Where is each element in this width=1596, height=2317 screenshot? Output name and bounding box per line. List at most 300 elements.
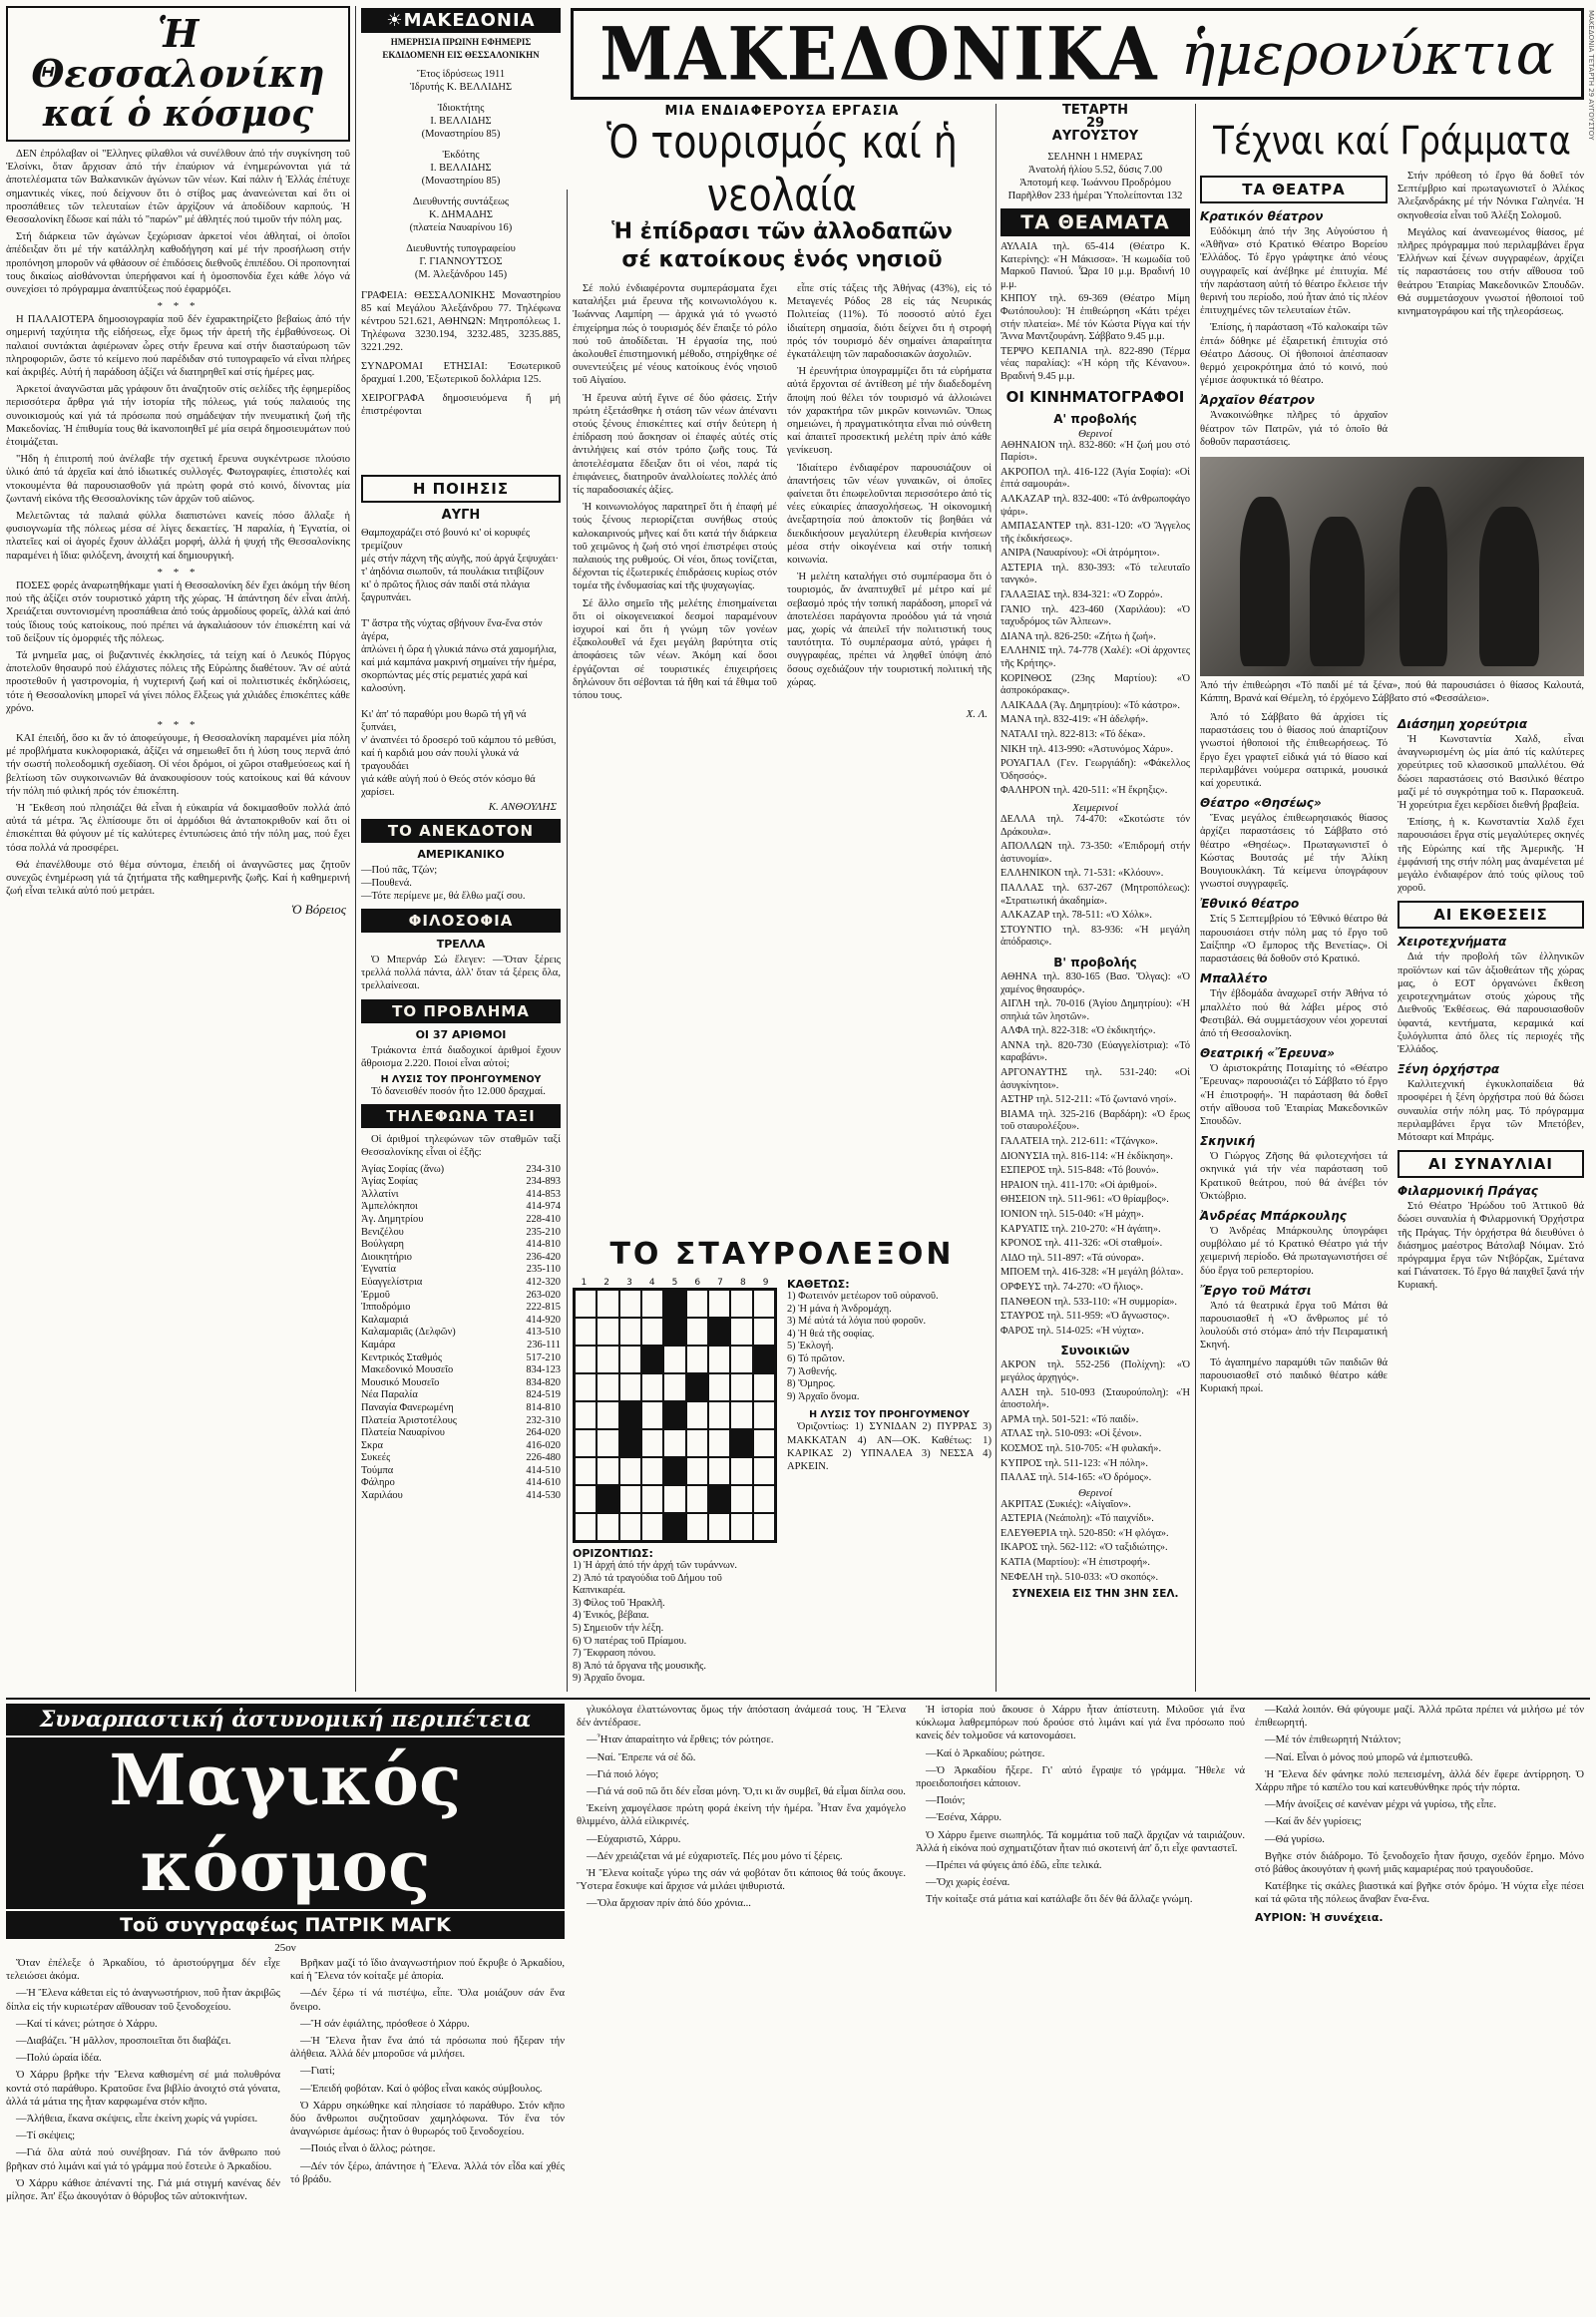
- cinema-listing: ΓΑΛΑΤΕΙΑ τηλ. 212-611: «Τζάνγκο».: [1000, 1136, 1158, 1148]
- cinema-listing: ΠΑΛΛΑΣ τηλ. 637-267 (Μητροπόλεως): «Στρατιωτική ἀκαδημία».: [1000, 882, 1190, 907]
- separator-stars: * * *: [157, 300, 200, 313]
- taxi-station: Κεντρικός Σταθμός: [361, 1352, 442, 1363]
- cinema-listing: ΦΑΛΗΡΟΝ τηλ. 420-511: «Ἡ ἔκρηξις».: [1000, 785, 1168, 797]
- article-kicker: ΜΙΑ ΕΝΔΙΑΦΕΡΟΥΣΑ ΕΡΓΑΣΙΑ: [664, 104, 900, 119]
- taxi-phone: 222-815: [526, 1302, 561, 1314]
- crossword-cell: [753, 1457, 775, 1485]
- novel-episode: 25ον: [274, 1942, 296, 1954]
- crossword-cell: [597, 1429, 618, 1457]
- crossword-cell: [597, 1373, 618, 1401]
- crossword-number: 6: [694, 1278, 701, 1288]
- novel-paragraph: —Εὐχαριστῶ, Χάρρυ.: [587, 1833, 681, 1845]
- poem-line: τ' ἀηδόνια σιωποῦν, τά πουλάκια τιτιβίζουν: [361, 567, 545, 578]
- cinema-listing: ΑΛΦΑ τηλ. 822-318: «Ὁ ἐκδικητής».: [1000, 1025, 1156, 1037]
- cinema-listing: ΙΟΝΙΟΝ τηλ. 515-040: «Ἡ μάχη».: [1000, 1209, 1144, 1220]
- theater-listing: ΤΕΡΨΟ ΚΕΠΑΝΙΑ τηλ. 822-890 (Τέρμα νέας παραλίας): «Ἡ κόρη τῆς Κένανου». Βραδινή 9.45 μ.μ.: [1000, 345, 1190, 382]
- novel-paragraph: —Ναί. Εἶναι ὁ μόνος πού μπορῶ νά ἐμπιστευθῶ.: [1265, 1751, 1473, 1763]
- taxi-row: [361, 1389, 561, 1402]
- crossword-cell: [708, 1485, 730, 1513]
- taxi-station: Βενιζέλου: [361, 1226, 404, 1238]
- taxi-row: [361, 1315, 561, 1328]
- almanac-box: ΤΕΤΑΡΤΗ 29 ΑΥΓΟΥΣΤΟΥ ΣΕΛΗΝΗ 1 ΗΜΕΡΑΣ Ἀνατολή ἡλίου 5.52, δύσις 7.00 Ἀποτομή κεφ. Ἰωάννου Προδρόμου Παρῆλθον 233 ἡμέραι Ὑπολείπονται 132: [1007, 103, 1183, 201]
- novel-paragraph: —Ἦταν ἀπαραίτητο νά ἔρθεις; τόν ρώτησε.: [587, 1735, 774, 1746]
- cinema-listing: ΑΝΙΡΑ (Ναυαρίνου): «Οἱ ἀτρόμητοι».: [1000, 548, 1160, 560]
- shows-column: ΤΕΤΑΡΤΗ 29 ΑΥΓΟΥΣΤΟΥ ΣΕΛΗΝΗ 1 ΗΜΕΡΑΣ Ἀνατολή ἡλίου 5.52, δύσις 7.00 Ἀποτομή κεφ. Ἰωάννου Προδρόμου Παρῆλθον 233 ἡμέραι Ὑπολείπονται 132 ΤΑ ΘΕΑΜΑΤΑ ΑΥΛΑΙΑ τηλ. 65-414 (Θέατρο Κ. Κατερίνης): «Ἡ Μάκισσα». Ἡ κωμωδία τοῦ Μαρκοῦ Πανιού. Ὧρα 10 μ.μ. Βραδινή 10 μ.μ. ΚΗΠΟΥ τηλ. 69-369 (Θέατρο Μίμη Φωτόπουλου): Ἡ ἐπιθεώρηση «Κάτι τρέχει στήν πλατεία». Μέ τόν Κώστα Ρίγγα καί τήν Ἄννα Μαντζουράνη. Σάββατο 9.45 μ.μ. ΤΕΡΨΟ ΚΕΠΑΝΙΑ τηλ. 822-890 (Τέρμα νέας παραλίας): «Ἡ κόρη τῆς Κένανου». Βραδινή 9.45 μ.μ. ΟΙ ΚΙΝΗΜΑΤΟΓΡΑΦΟΙ Α' προβολής Θερινοί ΑΘΗΝΑΙΟΝ τηλ. 832-860: «Ἡ ζωή μου στό Παρίσι». ΑΚΡΟΠΟΛ τηλ. 416-122 (Ἀγία Σοφία): «Οἱ ἐπτά σαμουράι». ΑΛΚΑΖΑΡ τηλ. 832-400: «Τό ἀνθρωποφάγο ψάρι». ΑΜΠΑΣΑΝΤΕΡ τηλ. 831-120: «Ὁ Ἄγγελος τῆς ἐκδικήσεως». ΑΝΙΡΑ (Ναυαρίνου): «Οἱ ἀτρόμητοι». ΑΣΤΕΡΙΑ τηλ. 830-393: «Τό τελευταῖο τανγκό». ΓΑΛΑΞΙΑΣ τηλ. 834-321: «Ὁ Ζορρό». ΓΑΝΙΟ τηλ. 423-460 (Χαριλάου): «Ὁ ταχυδρόμος τῶν Ἀλπεων». ΔΙΑΝΑ τηλ. 826-250: «Ζήτω ἡ ζωή». ΕΛΛΗΝΙΣ τηλ. 74-778 (Χαλέ): «Οἱ ἀρχοντες τῆς Κρήτης». ΚΟΡΙΝΘΟΣ (23ης Μαρτίου): «Ὁ ἀσπροκόρακας». ΛΑΙΚΑΔΑ (Ἁγ. Δημητρίου): «Τό κάστρο». ΜΑΝΑ τηλ. 832-419: «Ἡ ἀδελφή». ΝΑΤΑΛΙ τηλ. 822-813: «Τό δέκα». ΝΙΚΗ τηλ. 413-990: «Ἀστυνόμος Χάρυ». ΡΟΥΑΓΙΑΛ (Γεν. Γεωργιάδη): «Φάκελλος Ὀδησσός». ΦΑΛΗΡΟΝ τηλ. 420-511: «Ἡ ἔκρηξις». Χειμερινοί ΔΕΛΛΑ τηλ. 74-470: «Σκοτώστε τόν Δράκουλα». ΑΠΟΛΛΩΝ τηλ. 73-350: «Ἐπιδρομή στήν ἀστυνομία». ΕΛΛΗΝΙΚΟΝ τηλ. 71-531: «Κλόουν». ΠΑΛΛΑΣ τηλ. 637-267 (Μητροπόλεως): «Στρατιωτική ἀκαδημία». ΑΛΚΑΖΑΡ τηλ. 78-511: «Ὁ Χόλκ». ΣΤΟΥΝΤΙΟ τηλ. 83-936: «Ἡ μεγάλη ἀπόδρασις». Β' προβολής ΑΘΗΝΑ τηλ. 830-165 (Βασ. Ὄλγας): «Ὁ χαμένος θησαυρός». ΑΙΓΛΗ τηλ. 70-016 (Ἁγίου Δημητρίου): «Ἡ σπηλιά τῶν ληστῶν». ΑΛΦΑ τηλ. 822-318: «Ὁ ἐκδικητής». ΑΝΝΑ τηλ. 820-730 (Εὐαγγελίστρια): «Τό καραβάνι». ΑΡΓΟΝΑΥΤΗΣ τηλ. 531-240: «Οἱ ἀσυγκίνητοι». ΑΣΤΗΡ τηλ. 512-211: «Τό ζωντανό νησί». ΒΙΑΜΑ τηλ. 325-216 (Βαρδάρη): «Ὁ ἔρως τοῦ σταυρολέξου». ΓΑΛΑΤΕΙΑ τηλ. 212-611: «Τζάνγκο». ΔΙΟΝΥΣΙΑ τηλ. 816-114: «Ἡ ἐκδίκηση». ΕΣΠΕΡΟΣ τηλ. 515-848: «Τό βουνό». ΗΡΑΙΟΝ τηλ. 411-170: «Οἱ ἀριθμοί». ΘΗΣΕΙΟΝ τηλ. 511-961: «Ὁ θρίαμβος». ΙΟΝΙΟΝ τηλ. 515-040: «Ἡ μάχη». ΚΑΡΥΑΤΙΣ τηλ. 210-270: «Ἡ ἀγάπη». ΚΡΟΝΟΣ τηλ. 411-326: «Οἱ σταθμοί». ΛΙΔΟ τηλ. 511-897: «Τά σύνορα». ΜΠΟΕΜ τηλ. 416-328: «Ἡ μεγάλη βόλτα». ΟΡΦΕΥΣ τηλ. 74-270: «Ὁ ἥλιος». ΠΑΝΘΕΟΝ τηλ. 533-110: «Ἡ συμμορία». ΣΤΑΥΡΟΣ τηλ. 511-959: «Ὁ ἄγνωστος». ΦΑΡΟΣ τηλ. 514-025: «Ἡ νύχτα». Συνοικιῶν ΑΚΡΟΝ τηλ. 552-256 (Πολίχνη): «Ὁ μεγάλος ἀρχηγός». ΑΛΣΗ τηλ. 510-093 (Σταυρούπολη): «Ἡ ἀποστολή». ΑΡΜΑ τηλ. 501-521: «Τό παιδί». ΑΤΛΑΣ τηλ. 510-093: «Οἱ ξένοι». ΚΟΣΜΟΣ τηλ. 510-705: «Ἡ φυλακή». ΚΥΠΡΟΣ τηλ. 511-123: «Ἡ πόλη». ΠΑΛΑΣ τηλ. 514-165: «Ὁ δρόμος». Θερινοί ΑΚΡΙΤΑΣ (Συκιές): «Αἰγαῖον». ΑΣΤΕΡΙΑ (Νεάπολη): «Τό παιχνίδι». ΕΛΕΥΘΕΡΙΑ τηλ. 520-850: «Ἡ φλόγα». ΙΚΑΡΟΣ τηλ. 562-112: «Ὁ ταξιδιώτης». ΚΑΤΙΑ (Μαρτίου): «Ἡ ἐπιστροφή». ΝΕΦΕΛΗ τηλ. 510-033: «Ὁ σκοπός». ΣΥΝΕΧΕΙΑ ΕΙΣ ΤΗΝ 3ΗΝ ΣΕΛ.: [1000, 103, 1190, 1601]
- cinema-listing: ΑΘΗΝΑ τηλ. 830-165 (Βασ. Ὄλγας): «Ὁ χαμένος θησαυρός».: [1000, 970, 1190, 995]
- novel-paragraph: —Μήν ἀνοίξεις σέ κανέναν μέχρι νά γυρίσω, τῆς εἶπε.: [1265, 1799, 1496, 1811]
- paragraph: Ἰδιαίτερο ἐνδιαφέρον παρουσιάζουν οἱ ἀπαντήσεις τῶν νέων γυναικῶν, οἱ ὁποῖες φαίνεται ὅτι ἐπωφελοῦνται περισσότερο ἀπό τίς νέες εὐκαιρίες ἀπασχολήσεως. Ἡ οἰκονομική ἀνεξαρτησία πού ἀποκτοῦν τίς βοηθάει νά διεκδικήσουν μεγαλύτερη ἐλευθερία κινήσεων μέσα στήν οἰκογένεια καί στήν τοπική κοινωνία.: [787, 462, 992, 567]
- cinema-list: [1000, 1359, 1190, 1484]
- taxi-station: Ἰπποδρόμιο: [361, 1302, 411, 1314]
- novel-paragraph: —Διαβάζει. Ἤ μᾶλλον, προσποιεῖται ὅτι διαβάζει.: [16, 2036, 231, 2048]
- crossword-clue: 9) Ἀρχαῖο ὄνομα.: [787, 1390, 860, 1402]
- crossword-number: 3: [626, 1278, 632, 1288]
- anecdote-line: —Πού πᾶς, Τζών;: [361, 865, 438, 876]
- novel-paragraph: —Πολύ ὡραία ἰδέα.: [16, 2053, 102, 2065]
- paragraph: Η ΠΑΛΑΙΟΤΕΡΑ δημοσιογραφία ποῦ δέν ἐχαρακτηρίζετο βεβαίως ἀπό τήν σημερινή ταχύτητα τῆς εἰδήσεως, εἶχε ὅμως τήν ἀρετή τῆς ἐμβαθύνσεως. Οἱ παλαιοί συντάκται ἀφιέρωναν ὧρες στήν ἔρευνα καί στήν διασταύρωση τῶν πληροφοριῶν, ὥστε τό κείμενο πού παρέδιδαν στό τυπογραφεῖο νά εἶναι πλήρες καί ἀκριβές. Αὐτή ἡ παράδοση ἀξίζει νά διατηρηθεῖ καί στίς ἡμέρες μας.: [6, 314, 350, 379]
- crossword-cell: [686, 1373, 708, 1401]
- cinema-listing: ΕΛΛΗΝΙΣ τηλ. 74-778 (Χαλέ): «Οἱ ἀρχοντες τῆς Κρήτης».: [1000, 645, 1190, 670]
- cinema-listing: ΑΜΠΑΣΑΝΤΕΡ τηλ. 831-120: «Ὁ Ἄγγελος τῆς ἐκδικήσεως».: [1000, 521, 1190, 545]
- crossword-cell: [663, 1290, 685, 1318]
- novel-paragraph: Κατέβηκε τίς σκάλες βιαστικά καί βγῆκε στόν δρόμο. Ἡ νύχτα εἶχε πέσει καί τά φῶτα τῆς πόλεως ἄναβαν ἕνα-ἕνα.: [1255, 1881, 1584, 1906]
- poem-body: [361, 527, 561, 799]
- novel-paragraph: —Ἐπειδή φοβόταν. Καί ὁ φόβος εἶναι κακός σύμβουλος.: [300, 2083, 543, 2095]
- crossword-cell: [663, 1318, 685, 1346]
- paragraph: "Ηδη ἡ ἐπιτροπή πού ἀνέλαβε τήν σχετική ἔρευνα συγκέντρωσε πλούσιο ὑλικό ἀπό τά ἀρχεῖα καί ἀπό ἰδιωτικές συλλογές. Φωτογραφίες, ἐπιστολές καί ντοκουμέντα θά παρουσιασθοῦν γιά πρώτη φορά στό κοινό, δίνοντας μία ζωντανή εἰκόνα τῆς Θεσσαλονίκης τῶν ἀρχῶν τοῦ αἰῶνος.: [6, 454, 350, 505]
- cinema-listing: ΝΕΦΕΛΗ τηλ. 510-033: «Ὁ σκοπός».: [1000, 1571, 1159, 1583]
- crossword-cell: [619, 1429, 641, 1457]
- novel-paragraph: —Πρέπει νά φύγεις ἀπό ἐδῶ, εἶπε τελικά.: [926, 1860, 1102, 1872]
- taxi-station: Τούμπα: [361, 1464, 394, 1476]
- cinema-listing: ΟΡΦΕΥΣ τηλ. 74-270: «Ὁ ἥλιος».: [1000, 1281, 1144, 1293]
- crossword-clue: 5) Ἐκλογή.: [787, 1341, 834, 1352]
- crossword-cell: [708, 1373, 730, 1401]
- taxi-phone: 414-853: [526, 1188, 561, 1200]
- sun-icon: ☀: [386, 10, 404, 31]
- taxi-station: Καμάρα: [361, 1339, 396, 1351]
- crossword-cell: [686, 1346, 708, 1373]
- crossword-cell: [619, 1318, 641, 1346]
- cinema-listing: ΑΣΤΕΡΙΑ (Νεάπολη): «Τό παιχνίδι».: [1000, 1513, 1154, 1525]
- crossword-clue: 8) Ἀπό τά ὄργανα τῆς μουσικῆς.: [573, 1660, 706, 1672]
- crossword-number: 7: [717, 1278, 723, 1288]
- cinema-listing: ΕΛΛΗΝΙΚΟΝ τηλ. 71-531: «Κλόουν».: [1000, 868, 1164, 880]
- taxi-phone: 414-810: [526, 1239, 561, 1251]
- problem-header: ΤΟ ΠΡΟΒΛΗΜΑ: [361, 999, 561, 1023]
- crossword-across-clues: [573, 1560, 777, 1686]
- cinema-listing: ΑΣΤΗΡ τηλ. 512-211: «Τό ζωντανό νησί».: [1000, 1094, 1177, 1106]
- exhibitions-header: ΑΙ ΕΚΘΕΣΕΙΣ: [1397, 901, 1584, 929]
- article-subtitle: Ἡ ἐπίδρασι τῶν ἀλλοδαπῶν σέ κατοίκους ἑνός νησιοῦ: [611, 219, 953, 272]
- novel-paragraph: —Ἡ Ἔλενα ἦταν ἕνα ἀπό τά πρόσωπα πού ἤξεραν τήν ἀλήθεια. Ἀλλά δέν μποροῦσε νά μιλήσει.: [290, 2036, 565, 2061]
- taxi-row: [361, 1277, 561, 1290]
- crossword-cell: [730, 1457, 752, 1485]
- masthead-logo: ☀ΜΑΚΕΔΟΝΙΑ: [361, 8, 561, 33]
- cinema-listing: ΑΛΣΗ τηλ. 510-093 (Σταυρούπολη): «Ἡ ἀποστολή».: [1000, 1386, 1190, 1411]
- paragraph: Ἡ ἔρευνα αὐτή ἔγινε σέ δύο φάσεις. Στήν πρώτη ἐξετάσθηκε ἡ στάση τῶν νέων ἀπέναντι στούς ξένους ἐπισκέπτες καί στήν δεύτερη ἡ ἐπίδραση πού ἄσκησαν οἱ ἐπαφές αὐτές στίς ἀντιλήψεις καί στόν τρόπο ζωῆς τους. Τά ἀποτελέσματα ἔδειξαν ὅτι οἱ νέοι, παρά τίς ἐπιφάνειες, διατηροῦν ἀναλλοίωτες πολλές ἀπό τίς παραδοσιακές ἀξίες.: [573, 392, 777, 497]
- cinema-listing: ΣΤΑΥΡΟΣ τηλ. 511-959: «Ὁ ἄγνωστος».: [1000, 1311, 1170, 1323]
- taxi-phone: 235-210: [526, 1226, 561, 1238]
- taxi-station: Μουσικό Μουσεῖο: [361, 1376, 440, 1388]
- crossword-cell: [619, 1401, 641, 1429]
- novel-paragraph: —Γιά ὅλα αὐτά πού συνέβησαν. Γιά τόν ἄνθρωπο πού βρῆκαν στό λιμάνι καί γιά τό γράμμα πού ἔστειλε ὁ Ἀρκαδίου.: [6, 2147, 280, 2172]
- crossword-cell: [730, 1401, 752, 1429]
- cinema-listing: ΣΤΟΥΝΤΙΟ τηλ. 83-936: «Ἡ μεγάλη ἀπόδρασις».: [1000, 924, 1190, 949]
- novel-paragraph: Βρῆκαν μαζί τό ἴδιο ἀναγνωστήριον πού ἔκρυβε ὁ Ἀρκαδίου, καί ἡ Ἔλενα τόν κοίταξε μέ ἀπορία.: [290, 1958, 565, 1983]
- philosophy-header: ΦΙΛΟΣΟΦΙΑ: [361, 909, 561, 933]
- paragraph: Σέ πολύ ἐνδιαφέροντα συμπεράσματα ἔχει καταλήξει μιά ἔρευνα τῆς κοινωνιολόγου κ. Ἰωάννας Λαμπίρη — ἀρχικά γιά τό γνωστό ἐπιχείρημα πώς ὁ τουρισμός δέν ἔπαιξε τό ρόλο πού τοῦ ἀποδίδεται. Ἡ ἐργασία της, πού ἀκολουθεῖ ἐπιστημονική μέθοδο, στηρίχθηκε σέ συνεντεύξεις μέ νέους κατοίκους ἑνός νησιοῦ τοῦ Αἰγαίου.: [573, 283, 777, 387]
- crossword-cell: [619, 1457, 641, 1485]
- crossword-clue: 8) Ὅμηρος.: [787, 1378, 836, 1390]
- concerts-header: ΑΙ ΣΥΝΑΥΛΙΑΙ: [1397, 1150, 1584, 1178]
- crossword-clue: 7) Ἔκφραση πόνου.: [573, 1648, 656, 1660]
- cinema-listing: ΑΣΤΕΡΙΑ τηλ. 830-393: «Τό τελευταῖο τανγκό».: [1000, 562, 1190, 586]
- crossword-clue: 4) Ἡ θεά τῆς σοφίας.: [787, 1328, 875, 1340]
- cinema-listing: ΔΙΟΝΥΣΙΑ τηλ. 816-114: «Ἡ ἐκδίκηση».: [1000, 1150, 1173, 1162]
- cinema-listing: ΑΚΡΟΠΟΛ τηλ. 416-122 (Ἀγία Σοφία): «Οἱ ἐπτά σαμουράι».: [1000, 466, 1190, 491]
- paragraph: Ἡ μελέτη καταλήγει στό συμπέρασμα ὅτι ὁ τουρισμός, ἄν ἀναπτυχθεῖ μέ μέτρο καί μέ σεβασμό πρός τήν τοπική παράδοση, μπορεῖ νά ἀποτελέσει παράγοντα προόδου γιά τά νησιά μας, χωρίς νά ἀπειλεῖ τήν πολιτιστική τους ταυτότητα. Τό συμπέρασμα αὐτό, γράφει ἡ συγγραφέας, πρέπει νά ληφθεῖ ὑπόψη ἀπό ὅσους σχεδιάζουν τήν τουριστική πολιτική τῆς χώρας.: [787, 572, 992, 688]
- taxi-phone: 416-020: [526, 1439, 561, 1451]
- anecdote-body: [361, 864, 561, 903]
- crossword-cell: [575, 1290, 597, 1318]
- cinema-listing: ΜΑΝΑ τηλ. 832-419: «Ἡ ἀδελφή».: [1000, 714, 1149, 726]
- novel-paragraph: —Γιατί;: [300, 2066, 335, 2078]
- page-edge-label: ΜΑΚΕΔΟΝΙΑ ΤΕΤΑΡΤΗ 29 ΑΥΓΟΥΣΤΟΥ: [1587, 10, 1595, 141]
- crossword-cell: [597, 1346, 618, 1373]
- crossword-cell: [753, 1513, 775, 1541]
- taxi-station: Παναγία Φανερωμένη: [361, 1401, 454, 1413]
- taxi-phone: 228-410: [526, 1214, 561, 1225]
- poem-line: [361, 604, 561, 617]
- taxi-phone: 232-310: [526, 1414, 561, 1426]
- taxi-row: [361, 1427, 561, 1440]
- crossword-cell: [663, 1429, 685, 1457]
- anecdote-header: ΤΟ ΑΝΕΚΔΟΤΟΝ: [361, 819, 561, 843]
- crossword-cell: [641, 1485, 663, 1513]
- crossword-clue: 6) Ὁ πατέρας τοῦ Πρίαμου.: [573, 1635, 687, 1647]
- poem-line: καί μιά καμπάνα μακρινή σημαίνει τήν ἡμέρα,: [361, 657, 557, 668]
- crossword-cell: [575, 1401, 597, 1429]
- crossword-cell: [753, 1346, 775, 1373]
- crossword-down-clues: [787, 1291, 992, 1403]
- taxi-station: Βούλγαρη: [361, 1239, 404, 1251]
- poem-line: Θαμποχαράζει στό βουνό κι' οἱ κορυφές τρεμίζουν: [361, 528, 531, 552]
- poem-line: σκορπώντας μές στίς ρεματιές χαρά καί καλοσύνη.: [361, 670, 528, 694]
- crossword-number: 5: [671, 1278, 678, 1288]
- cinema-listing: ΙΚΑΡΟΣ τηλ. 562-112: «Ὁ ταξιδιώτης».: [1000, 1542, 1168, 1554]
- novel-paragraph: —Ἐσένα, Χάρρυ.: [926, 1812, 1001, 1824]
- novel-paragraph: —Ἡ Ἔλενα κάθεται εἰς τό ἀναγνωστήριον, ποῦ ἦταν ἀκριβῶς δίπλα εἰς τήν κυριωτέραν αἴθουσαν τοῦ ξενοδοχείου.: [6, 1988, 280, 2013]
- cinema-list: [1000, 971, 1190, 1338]
- novel-column: [916, 1704, 1245, 2207]
- taxi-station: Καλαμαριᾶς (Δελφῶν): [361, 1327, 456, 1339]
- taxi-phone: 517-210: [526, 1352, 561, 1363]
- poem-title: ΑΥΓΗ: [441, 508, 481, 523]
- taxi-row: [361, 1189, 561, 1202]
- crossword-cell: [597, 1290, 618, 1318]
- paragraph: ΚΑΙ ἐπειδή, ὅσο κι ἄν τό ἀποφεύγουμε, ἡ Θεσσαλονίκη παραμένει μία πόλη μέ προβλήματα κυκλοφοριακά, ἀξίζει νά σημειωθεῖ ὅτι ἡ λύση τους περνᾶ ἀπό τήν σωστή πολεοδομική σχεδίαση. Οἱ νέοι δρόμοι, οἱ χῶροι σταθμεύσεως καί ἡ βελτίωση τῶν συγκοινωνιῶν θά ἀνακουφίσουν τούς κατοίκους καί θά κάνουν τήν πόλη πιό φιλική πρός τόν ἐπισκέπτη.: [6, 732, 350, 797]
- crossword-cell: [641, 1401, 663, 1429]
- banner-title-main: ΜΑΚΕΔΟΝΙΚΑ: [599, 11, 1159, 97]
- taxi-station: Ἀλλατίνι: [361, 1188, 399, 1200]
- article-column: [787, 282, 992, 706]
- novel-paragraph: —Τί σκέψεις;: [16, 2130, 76, 2142]
- cinema-listing: ΔΕΛΛΑ τηλ. 74-470: «Σκοτώστε τόν Δράκουλα».: [1000, 813, 1190, 838]
- cinema-listing: ΑΛΚΑΖΑΡ τηλ. 832-400: «Τό ἀνθρωποφάγο ψάρι».: [1000, 493, 1190, 518]
- crossword-cell: [575, 1318, 597, 1346]
- novel-paragraph: —Καί ἄν δέν γυρίσεις;: [1265, 1816, 1362, 1828]
- taxi-phone: 264-020: [526, 1427, 561, 1439]
- crossword-grid: [573, 1288, 777, 1543]
- cinema-listing: ΦΑΡΟΣ τηλ. 514-025: «Ἡ νύχτα».: [1000, 1325, 1144, 1337]
- cinema-listing: ΝΑΤΑΛΙ τηλ. 822-813: «Τό δέκα».: [1000, 729, 1146, 740]
- cinema-listing: ΡΟΥΑΓΙΑΛ (Γεν. Γεωργιάδη): «Φάκελλος Ὀδησσός».: [1000, 758, 1190, 782]
- cinema-listing: ΚΟΡΙΝΘΟΣ (23ης Μαρτίου): «Ὁ ἀσπροκόρακας».: [1000, 672, 1190, 697]
- paragraph: ΠΟΣΕΣ φορές ἀναρωτηθήκαμε γιατί ἡ Θεσσαλονίκη δέν ἔχει ἀκόμη τήν θέση πού τῆς ἀξίζει στόν τουριστικό χάρτη τῆς χώρας. Ἡ ἀπάντηση δέν εἶναι ἁπλή. Χρειάζεται συντονισμένη προσπάθεια ἀπό τούς ἁρμοδίους φορεῖς, ἀλλά καί ἀπό τούς ἴδιους τούς κατοίκους, πού πρέπει νά ἀγκαλιάσουν τόν ἐπισκέπτη καί νά τοῦ δείξουν τίς ὀμορφιές τῆς πόλεως.: [6, 579, 350, 644]
- poem-line: γιά κάθε αὐγή πού ὁ Θεός στόν κόσμο θά χαρίσει.: [361, 774, 536, 798]
- crossword-cell: [686, 1457, 708, 1485]
- crossword-cell: [686, 1318, 708, 1346]
- crossword-cell: [708, 1346, 730, 1373]
- poem-line: κι' ὁ πρῶτος ἥλιος σάν παιδί στά πλάγια ξαγρυπνάει.: [361, 579, 530, 603]
- novel-column: [1255, 1704, 1584, 1907]
- cinemas-header: ΟΙ ΚΙΝΗΜΑΤΟΓΡΑΦΟΙ: [1005, 387, 1185, 406]
- novel-column: [290, 1957, 565, 2207]
- novel-title: Μαγικός κόσμος: [6, 1736, 565, 1911]
- crossword-number: 1: [581, 1278, 588, 1288]
- novel-author: Τοῦ συγγραφέως ΠΑΤΡΙΚ ΜΑΓΚ: [6, 1911, 565, 1939]
- cinema-listing: ΑΛΚΑΖΑΡ τηλ. 78-511: «Ὁ Χόλκ».: [1000, 910, 1152, 922]
- novel-paragraph: Βγῆκε στόν διάδρομο. Τό ξενοδοχεῖο ἦταν ἥσυχο, σχεδόν ἔρημο. Μόνο στό βάθος ἀκουγόταν ἡ φωνή μιᾶς καμαριέρας πού τραγουδοῦσε.: [1255, 1850, 1584, 1876]
- taxi-station: Εὐαγγελίστρια: [361, 1276, 423, 1288]
- taxi-station: Ἁγ. Δημητρίου: [361, 1214, 424, 1225]
- cinema-listing: ΑΚΡΟΝ τηλ. 552-256 (Πολίχνη): «Ὁ μεγάλος ἀρχηγός».: [1000, 1359, 1190, 1383]
- crossword-cell: [597, 1318, 618, 1346]
- crossword-cell: [575, 1346, 597, 1373]
- crossword-cell: [663, 1346, 685, 1373]
- novel-paragraph: Ἡ Ἔλενα δέν φάνηκε πολύ πεπεισμένη, ἀλλά δέν ἔφερε ἀντίρρηση. Ὁ Χάρρυ πῆρε τό καπέλο του καί κατευθύνθηκε πρός τήν πόρτα.: [1255, 1768, 1584, 1794]
- taxi-phone: 414-610: [526, 1477, 561, 1489]
- arts-title: Τέχναι καί Γράμματα: [1213, 119, 1571, 165]
- article-initials: Χ. Λ.: [966, 708, 988, 721]
- novel-paragraph: Ὁ Χάρρυ ἔμεινε σιωπηλός. Τά κομμάτια τοῦ παζλ ἄρχιζαν νά ταιριάζουν. Ἀλλά ἡ εἰκόνα πού σχηματιζόταν ἦταν πιό σκοτεινή ἀπ' ὅ,τι εἶχε φανταστεῖ.: [916, 1829, 1245, 1854]
- taxi-phone: 263-020: [526, 1289, 561, 1301]
- crossword-clue: 5) Σημειοῦν τήν λέξη.: [573, 1622, 664, 1634]
- cinema-listing: ΜΠΟΕΜ τηλ. 416-328: «Ἡ μεγάλη βόλτα».: [1000, 1267, 1184, 1279]
- cinema-listing: ΛΑΙΚΑΔΑ (Ἁγ. Δημητρίου): «Τό κάστρο».: [1000, 699, 1180, 711]
- taxi-station: Ἁγίας Σοφίας: [361, 1176, 418, 1188]
- cinema-listing: ΑΡΓΟΝΑΥΤΗΣ τηλ. 531-240: «Οἱ ἀσυγκίνητοι».: [1000, 1067, 1190, 1091]
- taxi-row: [361, 1352, 561, 1365]
- paragraph: εἶπε στίς τάξεις τῆς Ἀθήνας (43%), εἰς τό Μεταγενές Ρόδος 28 εἰς τάς Νευρικάς Πολιτείας (11%). Τό ποσοστό αὐτό ἔχει ἰδιαίτερη σημασία, διότι δείχνει ὅτι ἡ στροφή πρός τόν τουρισμό δέν σημαίνει ἀπαραίτητα ἐγκατάλειψη τῶν παραδοσιακῶν ἀσχολιῶν.: [787, 283, 992, 361]
- taxi-station: Χαριλάου: [361, 1490, 403, 1502]
- crossword-cell: [597, 1485, 618, 1513]
- novel-paragraph: —Ποιόν;: [926, 1795, 966, 1807]
- novel-paragraph: —Καλά λοιπόν. Θά φύγουμε μαζί. Ἀλλά πρῶτα πρέπει νά μιλήσω μέ τόν ἐπιθεωρητή.: [1255, 1705, 1584, 1730]
- crossword: ΤΟ ΣΤΑΥΡΟΛΕΞΟΝ 1 2 3 4 5 6 7 8 9 ΟΡΙΖΟΝΤΙΩΣ: 1) Ἡ ἀρχή ἀπό τήν ἀρχή τῶν τυράννων. 2) Ἀπό τά τραγούδια τοῦ Δήμου τοῦ Καπνικαρέα. 3) Φίλος τοῦ Ἡρακλῆ. 4) Ἐνικός, βέβαια. 5) Σημειοῦν τήν λέξη. 6) Ὁ πατέρας τοῦ Πρίαμου. 7) Ἔκφραση πόνου. 8) Ἀπό τά ὄργανα τῆς μουσικῆς. 9) Ἀρχαῖο ὄνομα. ΚΑΘΕΤΩΣ: 1) Φωτεινόν μετέωρον τοῦ οὐρανοῦ. 2) Ἡ μάνα ἡ Ἀνδρομάχη. 3) Μέ αὐτά τά λόγια πού φοροῦν. 4) Ἡ θεά τῆς σοφίας. 5) Ἐκλογή. 6) Τό πρῶτον. 7) Ἀσθενής. 8) Ὅμηρος. 9) Ἀρχαῖο ὄνομα. Η ΛΥΣΙΣ ΤΟΥ ΠΡΟΗΓΟΥΜΕΝΟΥ Ὁριζοντίως: 1) ΣΥΝΙΔΑΝ 2) ΠΥΡΡΑΣ 3) ΜΑΚΚΑΤΑΝ 4) ΑΝ—ΟΚ. Καθέτως: 1) ΚΑΡΙΚΑΣ 2) ΥΠΝΑΛΕΑ 3) ΝΕΣΣΑ 4) ΑΡΚΕΙΝ.: [573, 1237, 992, 1685]
- paragraph: Ἡ κοινωνιολόγος παρατηρεῖ ὅτι ἡ ἐπαφή μέ τούς ξένους περιορίζεται συνήθως στούς καλοκαιρινούς μῆνες καί ὅτι κατά τήν διάρκεια τοῦ χειμῶνος ἡ ζωή στό νησί ἐπιστρέφει στούς παλαιούς της ρυθμούς. Οἱ νέοι, ὅπως τονίζεται, δέχονται τίς ἐξωτερικές ἐπιδράσεις κυρίως στόν τομέα τῆς ἐνδυμασίας καί τῆς ψυχαγωγίας.: [573, 502, 777, 592]
- novel-paragraph: —Ἤ σάν ἐφιάλτης, πρόσθεσε ὁ Χάρρυ.: [300, 2018, 470, 2030]
- crossword-cell: [686, 1290, 708, 1318]
- crossword-cell: [619, 1373, 641, 1401]
- cinema-listing: ΗΡΑΙΟΝ τηλ. 411-170: «Οἱ ἀριθμοί».: [1000, 1179, 1157, 1191]
- cinema-listing: ΔΙΑΝΑ τηλ. 826-250: «Ζήτω ἡ ζωή».: [1000, 630, 1156, 642]
- paragraph: Ἡ ἐρευνήτρια ὑπογραμμίζει ὅτι τά εὑρήματα αὐτά ἔρχονται σέ ἀντίθεση μέ τήν διαδεδομένη ἄποψη πού θέλει τόν τουρισμό νά ἀλλοιώνει τόν χαρακτήρα τῶν μικρῶν κοινωνιῶν. Ὅπως σημειώνει, ἡ πραγματικότητα εἶναι πιό σύνθετη καί ἀπαιτεῖ προσεκτική μελέτη πρίν ἀπό κάθε γενίκευση.: [787, 366, 992, 457]
- paragraph: Τά μνημεῖα μας, οἱ βυζαντινές ἐκκλησίες, τά τείχη καί ὁ Λευκός Πύργος ἀποτελοῦν θησαυρό πού ἐλάχιστες πόλεις τῆς Εὐρώπης διαθέτουν. Ἄν σέ αὐτά προστεθοῦν ἡ γαστρονομία, ἡ νυχτερινή ζωή καί οἱ πολιτιστικές ἐκδηλώσεις, τότε ἡ Θεσσαλονίκη μπορεῖ νά γίνει πόλος ἕλξεως γιά χιλιάδες ἐπισκέπτες κάθε χρόνο.: [6, 649, 350, 714]
- shows-header: ΤΑ ΘΕΑΜΑΤΑ: [1000, 208, 1190, 236]
- paragraph: Στή διάρκεια τῶν ἀγώνων ξεχώρισαν ἀρκετοί νέοι ἀθληταί, οἱ ὁποῖοι ἀπέδειξαν ὅτι μέ τήν κατάλληλη καθοδήγηση καί μέ τήν προσήλωση στήν προπόνηση μποροῦν νά φθάσουν σέ ἐπιδόσεις διεθνοῦς ἐπιπέδου. Οἱ προπονηταί τους δικαίως αἰσθάνονται ὑπερήφανοι καί ἡ ὁμοσπονδία ἔχει κάθε λόγο νά συνεχίσει τό πρόγραμμα ἀναπτύξεως πού ἐφαρμόζει.: [6, 231, 350, 296]
- novel-paragraph: Ὁ Χάρρυ βρῆκε τήν Ἔλενα καθισμένη σέ μιά πολυθρόνα κοντά στό παράθυρο. Κρατοῦσε ἕνα βιβλίο ἀνοιχτό στά γόνατα, ἀλλά τά μάτια της ἦταν καρφωμένα στόν κῆπο.: [6, 2070, 280, 2108]
- poem-line: ἁπλώνει ἡ ὥρα ἡ γλυκιά πάνω στά χαμομήλια,: [361, 644, 557, 655]
- novel-paragraph: —Ὁ Ἀρκαδίου ἤξερε. Γι' αὐτό ἔγραψε τό γράμμα. Ἤθελε νά προειδοποιήσει κάποιον.: [916, 1764, 1245, 1790]
- banner-title-sub: ἡμερονύκτια: [1180, 20, 1555, 88]
- cinema-list: [1000, 440, 1190, 798]
- poem-line: Τ' ἄστρα τῆς νύχτας σβήνουν ἕνα-ἕνα στόν ἀγέρα,: [361, 618, 543, 642]
- taxi-row: [361, 1239, 561, 1252]
- crossword-cell: [730, 1429, 752, 1457]
- theater-listing: ΑΥΛΑΙΑ τηλ. 65-414 (Θέατρο Κ. Κατερίνης): «Ἡ Μάκισσα». Ἡ κωμωδία τοῦ Μαρκοῦ Πανιού. Ὧρα 10 μ.μ. Βραδινή 10 μ.μ.: [1000, 241, 1190, 290]
- taxi-row: [361, 1264, 561, 1277]
- cinema-listing: ΠΑΝΘΕΟΝ τηλ. 533-110: «Ἡ συμμορία».: [1000, 1296, 1177, 1308]
- crossword-cell: [663, 1373, 685, 1401]
- crossword-cell: [575, 1485, 597, 1513]
- crossword-cell: [597, 1457, 618, 1485]
- photo-caption: Ἀπό τήν ἐπιθεώρησι «Τό παιδί μέ τά ξένα», πού θά παρουσιάσει ὁ θίασος Καλουτά, Κάππη, Βρανά καί Θέμελη, τό ἐρχόμενο Σάββατο στό «Φεσσάλειο».: [1200, 680, 1584, 705]
- novel-serial: [6, 1704, 1590, 2207]
- taxi-station: Ἐγνατία: [361, 1264, 396, 1276]
- taxi-row: [361, 1214, 561, 1227]
- cinema-listing: ΛΙΔΟ τηλ. 511-897: «Τά σύνορα».: [1000, 1252, 1144, 1264]
- taxi-row: [361, 1440, 561, 1453]
- novel-paragraph: —Καί ὁ Ἀρκαδίου; ρώτησε.: [926, 1747, 1045, 1759]
- taxi-row: [361, 1340, 561, 1352]
- novel-paragraph: —Ναί. Ἔπρεπε νά σέ δῶ.: [587, 1751, 696, 1763]
- crossword-cell: [641, 1513, 663, 1541]
- crossword-cell: [641, 1290, 663, 1318]
- paragraph: ΔΕΝ ἐπρόλαβαν οἱ "Ελληνες φίλαθλοι νά συνέλθουν ἀπό τήν συγκίνηση τοῦ Ἑλσίνκι, ὅταν ἄρχισαν ἀπό τήν ἐπαύριον νά ἐνημερώνονται γιά τά ἀποτελέσματα τῶν Βαλκανικῶν ἀγώνων τῶν νέων. Καί πάλιν ἡ Ἑλλάς ἐπέτυχε σημαντικές νίκες, πού δείχνουν ὅτι ὁ στίβος μας ἀνανεώνεται καί ὅτι οἱ προσπάθειες τῶν τελευταίων ἐτῶν ἀρχίζουν νά ἀποδίδουν καρπούς. Ἡ Θεσσαλονίκη ἔδωσε καί πάλι τό "παρών" μέ ἀθλητές πού τιμοῦν τήν πόλη μας.: [6, 149, 350, 226]
- crossword-cell: [619, 1290, 641, 1318]
- taxi-station: Καλαμαριά: [361, 1314, 409, 1326]
- crossword-title: ΤΟ ΣΤΑΥΡΟΛΕΞΟΝ: [609, 1237, 955, 1272]
- crossword-number: 2: [603, 1278, 610, 1288]
- taxi-phone: 414-974: [526, 1201, 561, 1213]
- paragraph: Θά ἐπανέλθουμε στό θέμα σύντομα, ἐπειδή οἱ ἀναγνῶστες μας ζητοῦν συνεχῶς ἐνημέρωση γιά τά ζητήματα τῆς καθημερινῆς ζωῆς. Καί ἡ καθημερινή ζωή εἶναι τελικά αὐτό πού μετράει.: [6, 859, 350, 898]
- taxi-phone: 236-111: [527, 1339, 561, 1351]
- taxi-row: [361, 1465, 561, 1478]
- taxi-phone: 234-310: [526, 1163, 561, 1175]
- cinema-listing: ΚΑΡΥΑΤΙΣ τηλ. 210-270: «Ἡ ἀγάπη».: [1000, 1223, 1161, 1235]
- poems-column: Η ΠΟΙΗΣΙΣ ΑΥΓΗ Θαμποχαράζει στό βουνό κι' οἱ κορυφές τρεμίζουν μές στήν πάχνη τῆς αὐγῆς, πού ἀργά ξεψυχάει· τ' ἀηδόνια σιωποῦν, τά πουλάκια τιτιβίζουν κι' ὁ πρῶτος ἥλιος σάν παιδί στά πλάγια ξαγρυπνάει. Τ' ἄστρα τῆς νύχτας σβήνουν ἕνα-ἕνα στόν ἀγέρα, ἁπλώνει ἡ ὥρα ἡ γλυκιά πάνω στά χαμομήλια, καί μιά καμπάνα μακρινή σημαίνει τήν ἡμέρα, σκορπώντας μές στίς ρεματιές χαρά καί καλοσύνη. Κι' ἀπ' τό παραθύρι μου θωρῶ τή γῆ νά ξυπνάει, ν' ἀναπνέει τό δροσερό τοῦ κάμπου τό μεθύσι, καί ἡ καρδιά μου σάν πουλί γλυκά νά τραγουδάει γιά κάθε αὐγή πού ὁ Θεός στόν κόσμο θά χαρίσει. Κ. ΑΝΘΟΥΛΗΣ ΤΟ ΑΝΕΚΔΟΤΟΝ ΑΜΕΡΙΚΑΝΙΚΟ —Πού πᾶς, Τζών; —Πουθενά. —Τότε περίμενε με, θά ἔλθω μαζί σου. ΦΙΛΟΣΟΦΙΑ ΤΡΕΛΛΑ Ὁ Μπερνάρ Σώ ἔλεγεν: —Ὅταν ξέρεις τρελλά πολλά πάντα, ἀλλ' ὅταν τά ξέρεις ὅλα, τρελλαίνεσαι. ΤΟ ΠΡΟΒΛΗΜΑ ΟΙ 37 ΑΡΙΘΜΟΙ Τριάκοντα ἑπτά διαδοχικοί ἀριθμοί ἔχουν ἄθροισμα 2.220. Ποιοί εἶναι αὐτοί; Η ΛΥΣΙΣ ΤΟΥ ΠΡΟΗΓΟΥΜΕΝΟΥ Τό δανεισθέν ποσόν ἦτο 12.000 δραχμαί. ΤΗΛΕΦΩΝΑ ΤΑΞΙ Οἱ ἀριθμοί τηλεφώνων τῶν σταθμῶν ταξί Θεσσαλονίκης εἶναι οἱ ἑξῆς: Ἁγίας Σοφίας (ἄνω) 234-310 Ἁγίας Σοφίας 234-893 Ἀλλατίνι 414-853 Ἀμπελόκηποι 414-974 Ἁγ. Δημητρίου 228-410 Βενιζέλου 235-210 Βούλγαρη 414-810 Διοικητήριο 236-420 Ἐγνατία 235-110 Εὐαγγελίστρια 412-320 Ἑρμοῦ 263-020 Ἰπποδρόμιο 222-815 Καλαμαριά 414-920 Καλαμαριᾶς (Δελφῶν) 413-510 Καμάρα 236-111 Κεντρικός Σταθμός 517-210 Μακεδονικό Μουσεῖο 834-123 Μουσικό Μουσεῖο 834-820 Νέα Παραλία 824-519 Παναγία Φανερωμένη 814-810 Πλατεία Ἀριστοτέλους 232-310 Πλατεία Ναυαρίνου 264-020 Σκρα 416-020 Συκεές 226-480 Τούμπα 414-510 Φάληρο 414-610 Χαριλάου 414-530: [361, 469, 561, 1503]
- crossword-cell: [686, 1513, 708, 1541]
- crossword-cell: [708, 1401, 730, 1429]
- cinema-listing: ΑΠΟΛΛΩΝ τηλ. 73-350: «Ἐπιδρομή στήν ἀστυνομία».: [1000, 841, 1190, 865]
- taxi-station: Διοικητήριο: [361, 1251, 412, 1263]
- crossword-number: 4: [648, 1278, 655, 1288]
- taxi-row: [361, 1327, 561, 1340]
- novel-paragraph: Ἡ Ἔλενα κοίταξε γύρω της σάν νά φοβόταν ὅτι κάποιος θά τούς ἄκουγε. Ὕστερα ἔσκυψε καί ἄρχισε νά μιλάει ψιθυριστά.: [577, 1868, 906, 1893]
- crossword-cell: [641, 1346, 663, 1373]
- novel-paragraph: Ὁ Χάρρυ κάθισε ἀπέναντί της. Γιά μιά στιγμή κανένας δέν μίλησε. Ἀπ' ἔξω ἀκουγόταν ὁ θόρυβος τῶν αὐτοκινήτων.: [6, 2177, 280, 2203]
- crossword-cell: [575, 1373, 597, 1401]
- crossword-clue: 3) Φίλος τοῦ Ἡρακλῆ.: [573, 1597, 665, 1609]
- poetry-header: Η ΠΟΙΗΣΙΣ: [361, 475, 561, 503]
- crossword-cell: [619, 1513, 641, 1541]
- taxi-station: Μακεδονικό Μουσεῖο: [361, 1364, 454, 1376]
- left-article: [6, 6, 350, 922]
- crossword-cell: [641, 1373, 663, 1401]
- taxi-row: [361, 1227, 561, 1240]
- theater-listing: ΚΗΠΟΥ τηλ. 69-369 (Θέατρο Μίμη Φωτόπουλου): Ἡ ἐπιθεώρηση «Κάτι τρέχει στήν πλατεία». Μέ τόν Κώστα Ρίγγα καί τήν Ἄννα Μαντζουράνη. Σάββατο 9.45 μ.μ.: [1000, 293, 1190, 343]
- crossword-cell: [730, 1346, 752, 1373]
- taxi-row: [361, 1164, 561, 1177]
- cinema-listing: ΑΚΡΙΤΑΣ (Συκιές): «Αἰγαῖον».: [1000, 1498, 1131, 1510]
- cinema-listing: ΑΘΗΝΑΙΟΝ τηλ. 832-860: «Ἡ ζωή μου στό Παρίσι».: [1000, 439, 1190, 464]
- novel-paragraph: —Καί τί κάνει; ρώτησε ὁ Χάρρυ.: [16, 2018, 158, 2030]
- taxi-station: Φάληρο: [361, 1477, 395, 1489]
- crossword-clue: 6) Τό πρῶτον.: [787, 1352, 845, 1364]
- novel-paragraph: —Γιά νά σοῦ πῶ ὅτι δέν εἶσαι μόνη. Ὅ,τι κι ἄν συμβεῖ, θά εἶμαι δίπλα σου.: [587, 1786, 906, 1798]
- novel-paragraph: Τήν κοίταξε στά μάτια καί κατάλαβε ὅτι δέν θά ἄλλαζε γνώμη.: [926, 1894, 1193, 1906]
- cinema-list: [1000, 1499, 1190, 1585]
- continued-note: ΣΥΝΕΧΕΙΑ ΕΙΣ ΤΗΝ 3ΗΝ ΣΕΛ.: [1011, 1588, 1179, 1601]
- taxi-phone: 413-510: [526, 1327, 561, 1339]
- taxi-station: Νέα Παραλία: [361, 1389, 418, 1401]
- crossword-cell: [730, 1318, 752, 1346]
- cinema-list: [1000, 814, 1190, 950]
- taxi-phone: 412-320: [526, 1276, 561, 1288]
- taxi-phone: 234-893: [526, 1176, 561, 1188]
- crossword-clue: 2) Ἀπό τά τραγούδια τοῦ Δήμου τοῦ Καπνικαρέα.: [573, 1572, 722, 1597]
- masthead: ☀ΜΑΚΕΔΟΝΙΑ ΗΜΕΡΗΣΙΑ ΠΡΩΙΝΗ ΕΦΗΜΕΡΙΣ ΕΚΔΙΔΟΜΕΝΗ ΕΙΣ ΘΕΣΣΑΛΟΝΙΚΗΝ Ἔτος ἱδρύσεως 1911 Ἱδρυτής Κ. ΒΕΛΛΙΔΗΣ Ἰδιοκτήτης Ι. ΒΕΛΛΙΔΗΣ (Μοναστηρίου 85) Ἐκδότης Ι. ΒΕΛΛΙΔΗΣ (Μοναστηρίου 85) Διευθυντής συντάξεως Κ. ΔΗΜΑΔΗΣ (πλατεία Ναυαρίνου 16) Διευθυντής τυπογραφείου Γ. ΓΙΑΝΝΟΥΤΣΟΣ (Μ. Ἀλεξάνδρου 145) ΓΡΑΦΕΙΑ: ΘΕΣΣΑΛΟΝΙΚΗΣ Μοναστηρίου 85 καί Μεγάλου Ἀλεξάνδρου 77. Τηλέφωνα κέντρου 521.621, ΑΘΗΝΩΝ: Μητροπόλεως 1. Τηλέφωνα 3230.194, 3232.485, 3235.885, 3221.292. ΣΥΝΔΡΟΜΑΙ ΕΤΗΣΙΑΙ: Ἐσωτερικοῦ δραχμαί 1.200, Ἐξωτερικοῦ δολλάρια 125. ΧΕΙΡΟΓΡΑΦΑ δημοσιευόμενα ἤ μή ἐπιστρέφονται: [361, 10, 561, 417]
- left-article-title: Ἡ Θεσσαλονίκη καί ὁ κόσμος: [6, 6, 350, 142]
- crossword-cell: [663, 1485, 685, 1513]
- crossword-cell: [619, 1346, 641, 1373]
- taxi-row: [361, 1176, 561, 1189]
- novel-paragraph: Ὅταν ἐπέλεξε ὁ Ἀρκαδίου, τό ἀριστούργημα δέν εἶχε τελειώσει ἀκόμα.: [6, 1958, 280, 1983]
- taxi-phone: 824-519: [526, 1389, 561, 1401]
- taxi-row: [361, 1477, 561, 1490]
- crossword-number: 9: [762, 1278, 769, 1288]
- crossword-cell: [708, 1318, 730, 1346]
- taxi-list: [361, 1164, 561, 1503]
- poem-line: καί ἡ καρδιά μου σάν πουλί γλυκά νά τραγουδάει: [361, 748, 519, 772]
- novel-paragraph: —Δέν τόν ξέρω, ἀπάντησε ἡ Ἔλενα. Ἀλλά τόν εἶδα καί χθές τό βράδυ.: [290, 2160, 565, 2185]
- taxi-row: [361, 1402, 561, 1415]
- crossword-cell: [753, 1401, 775, 1429]
- separator-stars: * * *: [157, 566, 200, 579]
- crossword-cell: [686, 1429, 708, 1457]
- taxi-station: Πλατεία Ναυαρίνου: [361, 1427, 445, 1439]
- novel-paragraph: —Μέ τόν ἐπιθεωρητή Ντάλτον;: [1265, 1735, 1401, 1746]
- theaters-header: ΤΑ ΘΕΑΤΡΑ: [1200, 176, 1388, 203]
- crossword-column-numbers: [573, 1278, 777, 1288]
- crossword-cell: [575, 1429, 597, 1457]
- crossword-clue: 3) Μέ αὐτά τά λόγια πού φοροῦν.: [787, 1316, 927, 1328]
- taxi-row: [361, 1290, 561, 1303]
- crossword-clue: 1) Φωτεινόν μετέωρον τοῦ οὐρανοῦ.: [787, 1291, 939, 1302]
- taxi-phone: 834-123: [526, 1364, 561, 1376]
- poem-line: Κι' ἀπ' τό παραθύρι μου θωρῶ τή γῆ νά ξυπνάει,: [361, 709, 527, 733]
- paragraph: Σέ ἄλλο σημεῖο τῆς μελέτης ἐπισημαίνεται ὅτι οἱ οἰκογενειακοί δεσμοί παραμένουν ἰσχυροί καί ὅτι ἡ γνώμη τῶν γονέων ἐξακολουθεῖ νά ἔχει μεγάλη βαρύτητα στίς ἀποφάσεις τῶν νέων. Ἀκόμη καί ὅσοι ἐργάζονται σέ τουριστικές ἐπιχειρήσεις δηλώνουν ὅτι σέβονται τά ἤθη καί τά ἔθιμα τοῦ τόπου τους.: [573, 597, 777, 702]
- cinema-listing: ΕΣΠΕΡΟΣ τηλ. 515-848: «Τό βουνό».: [1000, 1165, 1159, 1177]
- arts-section: Τέχναι καί Γράμματα ΤΑ ΘΕΑΤΡΑ Κρατικόν θέατρον Εὐδόκιμη ἀπό τήν 3ης Αὐγούστου ἡ «Ἀθῆνα» στό Κρατικό Θέατρο Βορείου Ἑλλάδος. Τό ἔργο γράφτηκε ἀπό νέους συγγραφεῖς καί ἀνέβηκε μέ ἐπιτυχία. Μέ τήν παράσταση αὐτή τό θέατρο ἔκλεισε τήν θερινή του περίοδο, πού ἦταν ἀπό τίς πλέον ἐπιτυχημένες τῶν τελευταίων ἐτῶν. Ἐπίσης, ἡ παράσταση «Τό καλοκαίρι τῶν ἐπτά» δόθηκε μέ ἐξαιρετική ἐπιτυχία στό Θέατρο Δάσους. Οἱ ἠθοποιοί ἀπέσπασαν θερμό χειροκρότημα ἀπό τό κοινό, πού γέμισε ἀσφυκτικά τό θέατρο. Ἀρχαῖον θέατρον Ἀνακοινώθηκε πλῆρες τό ἀρχαῖον θέατρον τῶν Πατρῶν, γιά τό ὁποῖο θά δοθοῦν παραστάσεις. Στήν πρόθεση τό ἔργο θά δοθεῖ τόν Σεπτέμβριο καί πρωταγωνιστεῖ ὁ Ἀλέκος Ἀλεξανδράκης μέ τήν Νόνικα Γαληνέα. Ἡ σκηνοθεσία εἶναι τοῦ Ἀλέξη Σολομοῦ. Μεγάλος καί ἀνανεωμένος θίασος, μέ πλῆρες πρόγραμμα πού περιλαμβάνει ἔργα Ἑλλήνων καί ξένων συγγραφέων, ἀρχίζει τίς παραστάσεις του στήν αἴθουσα τοῦ θεάτρου Ἑταιρίας Μακεδονικῶν Σπουδῶν. Θά συμμετάσχουν γνωστοί ἠθοποιοί τοῦ κινηματογράφου καί τῆς τηλεοράσεως. Ἀπό τήν ἐπιθεώρησι «Τό παιδί μέ τά ξένα», πού θά παρουσιάσει ὁ θίασος Καλουτά, Κάππη, Βρανά καί Θέμελη, τό ἐρχόμενο Σάββατο στό «Φεσσάλειο». Ἀπό τό Σάββατο θά ἀρχίσει τίς παραστάσεις του ὁ θίασος πού ἀπαρτίζουν γνωστοί ἠθοποιοί τῆς ἐπιθεωρήσεως. Τό ἔργο ἔχει γραφτεῖ εἰδικά γιά τό θίασο καί περιλαμβάνει νούμερα σατιρικά, μουσικά καί χορευτικά. Θέατρο «Θησέως» Ἕνας μεγάλος ἐπιθεωρησιακός θίασος ἀρχίζει παραστάσεις τό Σάββατο στό θέατρο «Θησέως». Πρωταγωνιστεῖ ὁ Κώστας Βουτσάς μέ τήν Ἀλίκη Βουγιουκλάκη. Τά κείμενα ὑπογράφουν γνωστοί συγγραφεῖς. Ἐθνικό θέατρο Στίς 5 Σεπτεμβρίου τό Ἐθνικό θέατρο θά παρουσιάσει στήν πόλη μας τό ἔργο τοῦ Σαίξπηρ «Ὁ ἔμπορος τῆς Βενετίας». Οἱ παραστάσεις θά δοθοῦν στό Κρατικό. Μπαλλέτο Τήν ἐβδομάδα ἀναχωρεῖ στήν Ἀθήνα τό μπαλλέτο πού θά λάβει μέρος στό Φεστιβάλ. Θά συμμετάσχουν νέοι χορευταί ἀπό τή Θεσσαλονίκη. Θεατρική «Ἔρευνα» Ὁ ἀριστοκράτης Ποταμίτης τό «Θέατρο Ἔρευνας» παρουσιάζει τό Σάββατο τό ἔργο «Ἡ ἐπιστροφή». Ἡ παράσταση θά δοθεῖ στήν αἴθουσα τοῦ Ἑταιρίας Μακεδονικῶν Σπουδῶν. Σκηνική Ὁ Γιώργος Ζῆσης θά φιλοτεχνήσει τά σκηνικά γιά τήν νέα παράσταση τοῦ Κρατικοῦ θεάτρου, πού θά ἀνέβει τόν Ὀκτώβριο. Ἀνδρέας Μπάρκουλης Ὁ Ἀνδρέας Μπάρκουλης ὑπογράφει συμβόλαιο μέ τό Κρατικό Θέατρο γιά τήν χειμερινή περίοδο. Θά πρωταγωνιστήσει σέ δύο ἔργα τοῦ ρεπερτορίου. Ἔργο τοῦ Μάτσι Ἀπό τά θεατρικά ἔργα τοῦ Μάτσι θά παρουσιασθεῖ ἡ «Ὁ ἄνθρωπος μέ τό λουλούδι στό στόμα» ἀπό τήν Πειραματική Σκηνή. Τό ἀγαπημένο παραμύθι τῶν παιδιῶν θά παρουσιασθεῖ στό παιδικό θέατρο κάθε Κυριακή πρωί. Διάσημη χορεύτρια Ἡ Κωνσταντία Χαλδ, εἶναι ἀναγνωρισμένη ὡς μία ἀπό τίς καλύτερες χορεύτριες τοῦ κλασσικοῦ μπαλλέτου. Θά δώσει παραστάσεις στό Βασιλικό θέατρο μαζί μέ τό συγκρότημα τοῦ κ. Παρασκευᾶ. Ἡ χορεύτρια ἔχει κερδίσει διεθνή βραβεία. Ἐπίσης, ἡ κ. Κωνσταντία Χαλδ ἔχει παρουσιάσει ἔργα στίς μεγαλύτερες σκηνές τῆς Εὐρώπης καί τῆς Ἀμερικῆς. Ἡ ἐμφάνισή της στήν πόλη μας ἀναμένεται μέ μεγάλο ἐνδιαφέρον ἀπό τούς φίλους τοῦ χοροῦ. ΑΙ ΕΚΘΕΣΕΙΣ Χειροτεχνήματα Διά τήν προβολή τῶν ἑλληνικῶν προϊόντων καί τῶν ἀξιοθεάτων τῆς χώρας μας, ὁ ΕΟΤ ὀργανώνει ἔκθεση χειροτεχνημάτων στούς χώρους τῆς Διεθνοῦς Ἐκθέσεως. Θά παρουσιασθοῦν ὑφαντά, κεντήματα, κεραμικά καί ξυλόγλυπτα ἀπό ὅλες τίς περιοχές τῆς Ἑλλάδος. Ξένη ὀρχήστρα Καλλιτεχνική ἐγκυκλοπαίδεια θά προσφέρει ἡ ξένη ὀρχήστρα πού θά δώσει συναυλία στήν πόλη μας. Τό πρόγραμμα περιλαμβάνει ἔργα τῶν Μπετόβεν, Μότσαρτ καί Μπράμς. ΑΙ ΣΥΝΑΥΛΙΑΙ Φιλαρμονική Πράγας Στό Θέατρο Ἡρώδου τοῦ Ἀττικοῦ θά δώσει συναυλία ἡ Φιλαρμονική Ὀρχήστρα τῆς Πράγας. Τήν ὀρχήστρα θά διευθύνει ὁ διάσημος μαέστρος Βάτσλαβ Νόιμαν. Στό πρόγραμμα ἔργα τῶν Ντβόρζακ, Σμέτανα καί Γιάνατσεκ. Τό ἔργο θά παιχθεῖ ξανά τήν Κυριακή.: [1200, 119, 1584, 1394]
- novel-paragraph: —Ὅλα ἄρχισαν πρίν ἀπό δύο χρόνια...: [587, 1898, 751, 1910]
- cinema-listing: ΠΑΛΑΣ τηλ. 514-165: «Ὁ δρόμος».: [1000, 1472, 1152, 1484]
- cinema-listing: ΝΙΚΗ τηλ. 413-990: «Ἀστυνόμος Χάρυ».: [1000, 743, 1174, 755]
- crossword-cell: [663, 1457, 685, 1485]
- novel-paragraph: —Δέν χρειάζεται νά μέ εὐχαριστεῖς. Πές μου μόνο τί ξέρεις.: [587, 1850, 843, 1862]
